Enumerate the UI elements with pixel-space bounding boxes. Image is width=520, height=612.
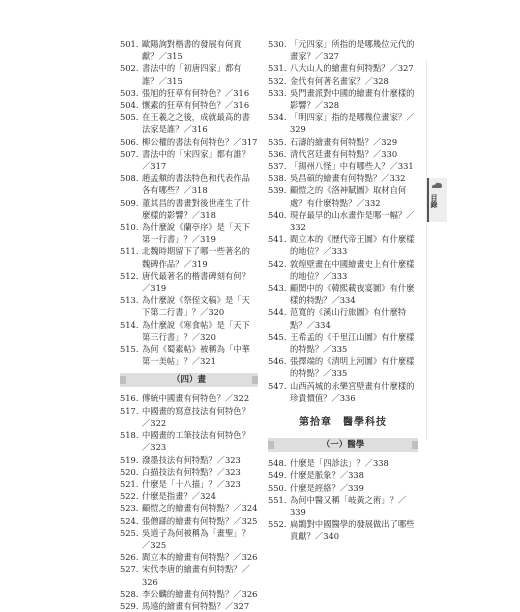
entry-title: 現存最早的山水畫作是哪一幅？／332	[290, 209, 415, 233]
toc-entry[interactable]	[120, 392, 258, 404]
entry-title: 什麼是「四診法」？／338	[290, 458, 389, 469]
entry-number: 543.	[268, 283, 287, 294]
entry-number: 549.	[268, 470, 287, 481]
entry-title: 傳統中國畫有何特色？／322	[142, 393, 250, 404]
left-entries-before	[120, 38, 258, 367]
toc-entry[interactable]	[120, 515, 258, 527]
toc-entry[interactable]	[120, 343, 258, 367]
entry-title: 顧閎中的《韓熙載夜宴圖》有什麼樣的特點？／334	[290, 283, 415, 306]
entry-title: 柳公權的書法有何特色？／317	[142, 136, 258, 147]
entry-number: 530.	[268, 39, 287, 49]
toc-entry[interactable]	[268, 306, 418, 330]
entry-number: 536.	[268, 148, 287, 159]
entry-number: 541.	[268, 234, 287, 245]
entry-number: 514.	[120, 319, 139, 330]
entry-title: 為何中醫又稱「岐黃之術」？／339	[290, 494, 407, 517]
entry-title: 北魏時期留下了哪一些著名的魏碑作品？／319	[142, 246, 250, 269]
entry-title: 唐代最著名的楷書碑刻有何？／319	[142, 270, 250, 294]
entry-title: 「元四家」所指的是哪幾位元代的畫家？／327	[290, 39, 415, 62]
entry-number: 501.	[120, 39, 139, 49]
entry-number: 526.	[120, 552, 139, 563]
toc-entry[interactable]	[268, 75, 418, 87]
entry-number: 508.	[120, 173, 139, 184]
entry-number: 522.	[120, 491, 139, 502]
toc-entry[interactable]	[268, 258, 418, 282]
entry-title: 敦煌壁畫在中國繪畫史上有什麼樣的地位？／333	[290, 258, 415, 281]
toc-entry[interactable]	[120, 136, 258, 148]
entry-number: 529.	[120, 600, 139, 611]
toc-entry[interactable]	[120, 490, 258, 502]
entry-number: 540.	[268, 209, 287, 220]
entry-number: 534.	[268, 112, 287, 123]
toc-entry[interactable]	[120, 454, 258, 466]
entry-number: 507.	[120, 148, 139, 159]
entry-number: 517.	[120, 405, 139, 416]
entry-number: 519.	[120, 454, 139, 465]
entry-number: 506.	[120, 136, 139, 147]
entry-number: 537.	[268, 161, 287, 172]
entry-title: 什麼是脈象？／338	[290, 470, 364, 481]
entry-title: 為什麼說《祭侄文稿》是「天下第二行書」？／320	[142, 295, 250, 318]
toc-entry[interactable]	[120, 38, 258, 62]
toc-entry[interactable]	[120, 405, 258, 429]
entry-title: 為什麼說《蘭亭序》是「天下第一行書」？／319	[142, 222, 250, 245]
entry-title: 王希孟的《千里江山圖》有什麼樣的特點？／335	[290, 331, 415, 355]
toc-entry[interactable]	[268, 469, 418, 481]
entry-number: 524.	[120, 515, 139, 526]
entry-number: 550.	[268, 482, 287, 493]
toc-entry[interactable]	[120, 270, 258, 294]
entry-number: 532.	[268, 75, 287, 86]
toc-entry[interactable]	[268, 160, 418, 172]
entry-title: 吳門畫派對中國的繪畫有什麼樣的影響？／328	[290, 87, 415, 111]
entry-title: 八大山人的繪畫有何特點？／327	[290, 63, 414, 74]
entry-number: 545.	[268, 331, 287, 342]
toc-entry[interactable]	[268, 111, 418, 135]
entry-number: 518.	[120, 430, 139, 441]
right-entries-before	[268, 38, 418, 404]
entry-number: 544.	[268, 307, 287, 318]
entry-number: 511.	[120, 246, 139, 257]
toc-entry[interactable]	[268, 87, 418, 111]
section-title: （四）畫	[162, 373, 216, 387]
toc-entry[interactable]	[268, 482, 418, 494]
entry-number: 551.	[268, 494, 287, 505]
entry-number: 513.	[120, 295, 139, 306]
toc-entry[interactable]	[268, 331, 418, 355]
entry-number: 521.	[120, 478, 139, 489]
entry-title: 山西芮城的永樂宮壁畫有什麼樣的珍貴價值？／336	[290, 380, 415, 403]
entry-number: 538.	[268, 173, 287, 184]
entry-number: 516.	[120, 393, 139, 404]
toc-entry[interactable]	[120, 600, 258, 612]
toc-entry[interactable]	[268, 148, 418, 160]
toc-entry[interactable]	[120, 563, 258, 587]
entry-title: 白描技法有何特點？／323	[142, 466, 241, 477]
entry-title: 吳道子為何被稱為「畫聖」？／325	[142, 527, 250, 550]
entry-title: 懷素的狂草有何特色？／316	[142, 100, 250, 111]
toc-entry[interactable]	[120, 551, 258, 563]
toc-entry[interactable]	[120, 466, 258, 478]
toc-entry[interactable]	[120, 148, 258, 172]
entry-number: 542.	[268, 258, 287, 269]
entry-number: 509.	[120, 197, 139, 208]
entry-title: 顧愷之的《洛神賦圖》取材自何處？有什麼特點？／332	[290, 185, 407, 208]
entry-title: 閻立本的《歷代帝王圖》有什麼樣的地位？／333	[290, 234, 415, 257]
entry-title: 清代宮廷畫有何特點？／330	[290, 148, 398, 159]
entry-title: 張僧繇的繪畫有何特點？／325	[142, 515, 258, 526]
entry-title: 書法中的「初唐四家」都有誰？／315	[142, 63, 242, 86]
entry-title: 潑墨技法有何特點？／323	[142, 454, 241, 465]
entry-title: 范寬的《溪山行旅圖》有什麼特點？／334	[290, 307, 407, 330]
toc-entry[interactable]	[268, 184, 418, 208]
toc-entry[interactable]	[120, 294, 258, 318]
entry-title: 張擇端的《清明上河圖》有什麼樣的特點？／335	[290, 356, 415, 379]
entry-number: 533.	[268, 87, 287, 98]
entry-number: 502.	[120, 63, 139, 74]
entry-title: 石濤的繪畫有何特點？／329	[290, 136, 398, 147]
toc-entry[interactable]	[120, 197, 258, 221]
toc-entry[interactable]	[268, 494, 418, 518]
toc-entry[interactable]	[120, 172, 258, 196]
toc-entry[interactable]	[120, 588, 258, 600]
toc-entry[interactable]	[120, 111, 258, 135]
section-header-medicine	[268, 438, 418, 452]
toc-entry[interactable]	[120, 478, 258, 490]
page-divider-line	[426, 60, 427, 440]
entry-title: 在王羲之之後，成就最高的書法家是誰？／316	[142, 112, 250, 135]
toc-entry[interactable]	[120, 245, 258, 269]
entry-number: 504.	[120, 100, 139, 111]
section-header-painting	[120, 373, 258, 387]
entry-title: 張旭的狂草有何特色？／316	[142, 87, 250, 98]
entry-title: 顧愷之的繪畫有何特點？／324	[142, 503, 258, 514]
entry-title: 「揚州八怪」中有哪些人？／331	[290, 161, 414, 172]
entry-title: 宋代李唐的繪畫有何特點？／326	[142, 564, 250, 587]
entry-number: 547.	[268, 380, 287, 391]
entry-number: 515.	[120, 344, 139, 355]
entry-title: 歐陽詢對楷書的發展有何貢獻？／315	[142, 39, 242, 62]
toc-entry[interactable]	[268, 172, 418, 184]
toc-entry[interactable]	[120, 527, 258, 551]
entry-title: 馬遠的繪畫有何特點？／327	[142, 600, 250, 611]
toc-entry[interactable]	[268, 233, 418, 257]
toc-entry[interactable]	[268, 62, 418, 74]
toc-entry[interactable]	[120, 99, 258, 111]
entry-title: 「明四家」指的是哪幾位畫家？／329	[290, 112, 415, 135]
toc-entry[interactable]	[268, 518, 418, 542]
toc-entry[interactable]	[120, 502, 258, 514]
entry-title: 金代有何著名畫家？／328	[290, 75, 389, 86]
entry-title: 趙孟頫的書法特色和代表作品各有哪些？／318	[142, 173, 250, 196]
entry-number: 535.	[268, 136, 287, 147]
entry-number: 512.	[120, 270, 139, 281]
entry-title: 什麼是經絡？／339	[290, 482, 364, 493]
entry-number: 531.	[268, 63, 287, 74]
entry-title: 扁鵲對中國醫學的發展做出了哪些貢獻？／340	[290, 519, 415, 542]
left-entries-after	[120, 392, 258, 612]
entry-number: 523.	[120, 503, 139, 514]
entry-number: 539.	[268, 185, 287, 196]
left-column	[120, 38, 258, 612]
entry-title: 中國畫的工筆技法有何特色？／323	[142, 430, 250, 453]
entry-title: 為什麼說《寒食帖》是「天下第三行書」？／320	[142, 319, 250, 342]
toc-entry[interactable]	[268, 136, 418, 148]
right-column	[268, 38, 418, 543]
toc-entry[interactable]	[268, 38, 418, 62]
toc-side-label: 目錄	[430, 194, 439, 208]
entry-number: 525.	[120, 527, 139, 538]
toc-entry[interactable]	[268, 457, 418, 469]
toc-entry[interactable]	[120, 221, 258, 245]
toc-entry[interactable]	[120, 87, 258, 99]
entry-number: 520.	[120, 466, 139, 477]
entry-number: 503.	[120, 87, 139, 98]
toc-entry[interactable]	[120, 429, 258, 453]
chapter-title: 第拾章 醫學科技	[299, 417, 387, 429]
entry-number: 528.	[120, 588, 139, 599]
entry-number: 548.	[268, 458, 287, 469]
entry-number: 552.	[268, 519, 287, 530]
toc-entry[interactable]	[120, 62, 258, 86]
section-title: （一）醫學	[312, 438, 375, 452]
entry-number: 546.	[268, 356, 287, 367]
entry-number: 510.	[120, 222, 139, 233]
entry-title: 李公麟的繪畫有何特點？／326	[142, 588, 258, 599]
toc-entry[interactable]	[120, 319, 258, 343]
entry-title: 董其昌的書畫對後世產生了什麼樣的影響？／318	[142, 197, 250, 220]
entry-title: 什麼是「十八描」？／323	[142, 478, 241, 489]
entry-title: 什麼是指畫？／324	[142, 491, 216, 502]
entry-number: 505.	[120, 112, 139, 123]
toc-entry[interactable]	[268, 282, 418, 306]
entry-title: 為何《蜀素帖》被稱為「中華第一美帖」？／321	[142, 344, 250, 367]
toc-entry[interactable]	[268, 209, 418, 233]
entry-title: 吳昌碩的繪畫有何特點？／332	[290, 173, 406, 184]
cloud-ornament-icon	[431, 181, 443, 189]
entry-title: 書法中的「宋四家」都有誰？／317	[142, 148, 250, 172]
entry-number: 527.	[120, 564, 139, 575]
toc-entry[interactable]	[268, 355, 418, 379]
entry-title: 閻立本的繪畫有何特點？／326	[142, 552, 258, 563]
entry-title: 中國畫的寫意技法有何特色？／322	[142, 405, 250, 428]
toc-entry[interactable]	[268, 380, 418, 404]
